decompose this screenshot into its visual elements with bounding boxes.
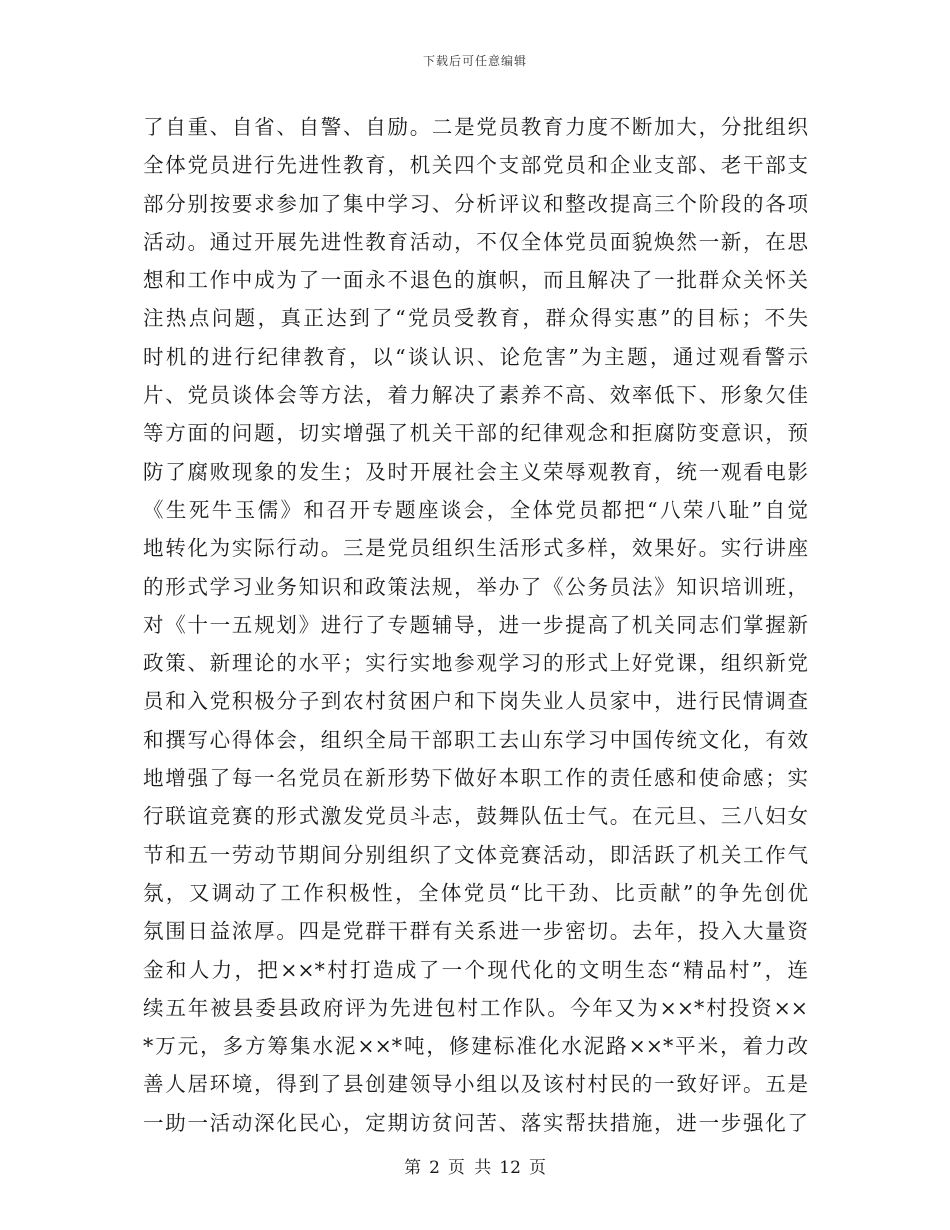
footer-prefix: 第 (404, 1158, 422, 1178)
text-line: 氛围日益浓厚。四是党群干群有关系进一步密切。去年，投入大量资 (143, 919, 808, 944)
text-line: 活动。通过开展先进性教育活动，不仅全体党员面貌焕然一新，在思 (143, 229, 808, 254)
footer-suffix: 页 (528, 1158, 546, 1178)
text-line: 善人居环境，得到了县创建领导小组以及该村村民的一致好评。五是 (143, 1072, 808, 1097)
current-page-number: 2 (429, 1158, 440, 1178)
text-line: 想和工作中成为了一面永不退色的旗帜，而且解决了一批群众关怀关 (143, 268, 808, 293)
page-header-note: 下载后可任意编辑 (422, 54, 527, 68)
text-line: 地转化为实际行动。三是党员组织生活形式多样，效果好。实行讲座 (143, 536, 808, 561)
text-line: 全体党员进行先进性教育，机关四个支部党员和企业支部、老干部支 (143, 153, 808, 178)
page-number-footer (0, 1153, 950, 1178)
text-line: 片、党员谈体会等方法，着力解决了素养不高、效率低下、形象欠佳 (143, 383, 808, 408)
text-line: 节和五一劳动节期间分别组织了文体竞赛活动，即活跃了机关工作气 (143, 842, 808, 867)
text-line: 行联谊竞赛的形式激发党员斗志，鼓舞队伍士气。在元旦、三八妇女 (143, 804, 808, 829)
text-line: 《生死牛玉儒》和召开专题座谈会，全体党员都把“八荣八耻”自觉 (143, 497, 808, 522)
text-line: 一助一活动深化民心，定期访贫问苦、落实帮扶措施，进一步强化了 (143, 1110, 808, 1135)
text-line: 注热点问题，真正达到了“党员受教育，群众得实惠”的目标；不失 (143, 306, 808, 331)
text-line: 防了腐败现象的发生；及时开展社会主义荣辱观教育，统一观看电影 (143, 459, 808, 484)
text-line: 和撰写心得体会，组织全局干部职工去山东学习中国传统文化，有效 (143, 727, 808, 752)
text-line: 时机的进行纪律教育，以“谈认识、论危害”为主题，通过观看警示 (143, 344, 808, 369)
text-line: 金和人力，把××*村打造成了一个现代化的文明生态“精品村”，连 (143, 957, 808, 982)
text-line: 了自重、自省、自警、自励。二是党员教育力度不断加大，分批组织 (143, 115, 808, 139)
text-line: 部分别按要求参加了集中学习、分析评议和整改提高三个阶段的各项 (143, 191, 808, 216)
text-line: 员和入党积极分子到农村贫困户和下岗失业人员家中，进行民情调查 (143, 689, 808, 714)
footer-middle: 页 共 (447, 1158, 492, 1178)
text-line: *万元，多方筹集水泥××*吨，修建标准化水泥路××*平米，着力改 (143, 1034, 808, 1059)
total-pages-number: 12 (499, 1158, 521, 1178)
text-line: 的形式学习业务知识和政策法规，举办了《公务员法》知识培训班， (143, 574, 808, 599)
text-line: 氛，又调动了工作积极性，全体党员“比干劲、比贡献”的争先创优 (143, 880, 808, 905)
text-line: 政策、新理论的水平；实行实地参观学习的形式上好党课，组织新党 (143, 651, 808, 676)
text-line: 等方面的问题，切实增强了机关干部的纪律观念和拒腐防变意识，预 (143, 421, 808, 446)
text-line: 续五年被县委县政府评为先进包村工作队。今年又为××*村投资×× (143, 995, 808, 1020)
body-text (143, 108, 808, 1142)
text-line: 地增强了每一名党员在新形势下做好本职工作的责任感和使命感；实 (143, 766, 808, 791)
text-line: 对《十一五规划》进行了专题辅导，进一步提高了机关同志们掌握新 (143, 612, 808, 637)
